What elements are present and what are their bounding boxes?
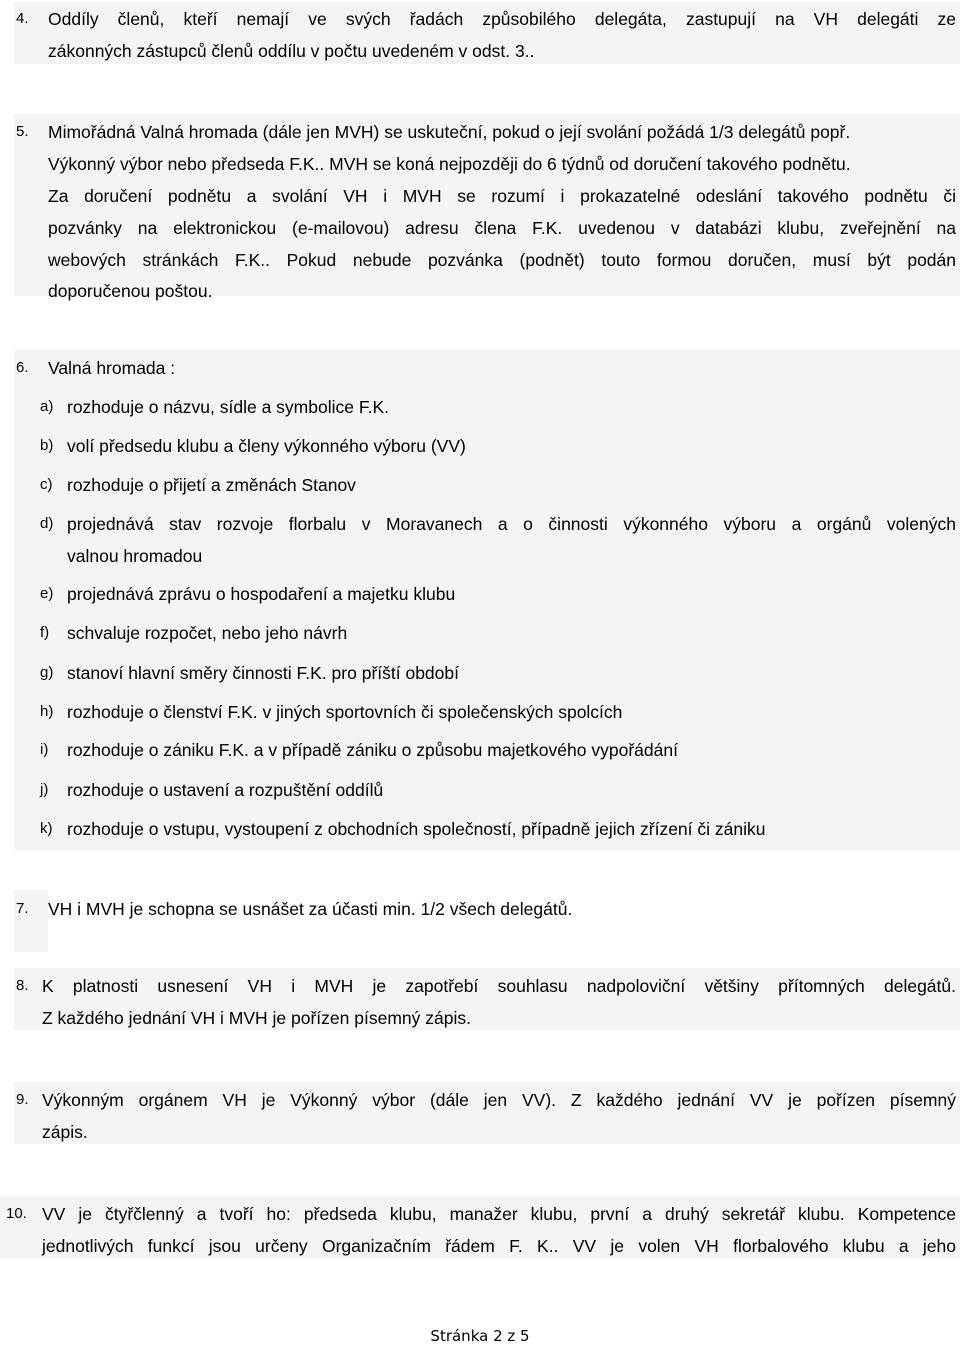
section-5-line-4: pozvánky na elektronickou (e-mailovou) adresu člena F.K. uvedenou v databázi klubu, zveřejnění na — [48, 218, 956, 238]
list-item-f: schvaluje rozpočet, nebo jeho návrh — [67, 623, 348, 643]
list-item-letter: j) — [40, 781, 49, 798]
section-8-line-2: Z každého jednání VH i MVH je pořízen písemný zápis. — [42, 1008, 471, 1028]
section-number: 8. — [16, 977, 29, 994]
section-number: 5. — [16, 123, 29, 140]
section-10-line-2: jednotlivých funkcí jsou určeny Organizačním řádem F. K.. VV je volen VH florbalového klubu a jeho — [42, 1236, 956, 1256]
list-item-letter: d) — [40, 515, 54, 532]
list-item-e: projednává zprávu o hospodaření a majetku klubu — [67, 584, 456, 604]
section-number: 6. — [16, 359, 29, 376]
section-10-line-1: VV je čtyřčlenný a tvoří ho: předseda klubu, manažer klubu, první a druhý sekretář klubu. Kompetence — [42, 1204, 956, 1224]
list-item-letter: c) — [40, 476, 53, 493]
section-9-line-2: zápis. — [42, 1122, 88, 1142]
section-6-title: Valná hromada : — [48, 358, 176, 378]
list-item-k: rozhoduje o vstupu, vystoupení z obchodních společností, případně jejich zřízení či zániku — [67, 819, 766, 839]
list-item-h: rozhoduje o členství F.K. v jiných sportovních či společenských spolcích — [67, 702, 623, 722]
list-item-b: volí předsedu klubu a členy výkonného výboru (VV) — [67, 436, 466, 456]
section-number: 4. — [16, 10, 29, 27]
section-4-line-1: Oddíly členů, kteří nemají ve svých řadách způsobilého delegáta, zastupují na VH delegáti ze — [48, 9, 956, 29]
section-7-line-1: VH i MVH je schopna se usnášet za účasti min. 1/2 všech delegátů. — [48, 899, 573, 919]
list-item-c: rozhoduje o přijetí a změnách Stanov — [67, 475, 356, 495]
list-item-d-cont: valnou hromadou — [67, 546, 203, 566]
list-item-j: rozhoduje o ustavení a rozpuštění oddílů — [67, 780, 384, 800]
section-5-line-1: Mimořádná Valná hromada (dále jen MVH) se uskuteční, pokud o její svolání požádá 1/3 delegátů popř. — [48, 122, 851, 142]
section-4-line-2: zákonných zástupců členů oddílu v počtu uvedeném v odst. 3.. — [48, 41, 535, 61]
section-number: 10. — [6, 1205, 27, 1222]
list-item-letter: h) — [40, 703, 54, 720]
section-5-line-3: Za doručení podnětu a svolání VH i MVH se rozumí i prokazatelné odeslání takového podnětu či — [48, 186, 956, 206]
list-item-g: stanoví hlavní směry činnosti F.K. pro příští období — [67, 663, 459, 683]
page-number: Stránka 2 z 5 — [430, 1327, 530, 1345]
list-item-d: projednává stav rozvoje florbalu v Moravanech a o činnosti výkonného výboru a orgánů volených — [67, 514, 956, 534]
list-item-i: rozhoduje o zániku F.K. a v případě zániku o způsobu majetkového vypořádání — [67, 740, 678, 760]
section-5-line-6: doporučenou poštou. — [48, 281, 213, 301]
section-number: 9. — [16, 1091, 29, 1108]
section-number: 7. — [16, 900, 29, 917]
list-item-a: rozhoduje o názvu, sídle a symbolice F.K. — [67, 397, 389, 417]
section-5-line-2: Výkonný výbor nebo předseda F.K.. MVH se koná nejpozději do 6 týdnů od doručení takového podnětu. — [48, 154, 851, 174]
list-item-letter: e) — [40, 585, 54, 602]
list-item-letter: a) — [40, 398, 54, 415]
list-item-letter: f) — [40, 624, 50, 641]
section-5-line-5: webových stránkách F.K.. Pokud nebude pozvánka (podnět) touto formou doručen, musí být podán — [48, 250, 956, 270]
section-9-line-1: Výkonným orgánem VH je Výkonný výbor (dále jen VV). Z každého jednání VV je pořízen písemný — [42, 1090, 956, 1110]
list-item-letter: i) — [40, 741, 49, 758]
list-item-letter: k) — [40, 820, 53, 837]
section-8-line-1: K platnosti usnesení VH i MVH je zapotřebí souhlasu nadpoloviční většiny přítomných delegátů. — [42, 976, 956, 996]
list-item-letter: b) — [40, 437, 54, 454]
list-item-letter: g) — [40, 664, 54, 681]
